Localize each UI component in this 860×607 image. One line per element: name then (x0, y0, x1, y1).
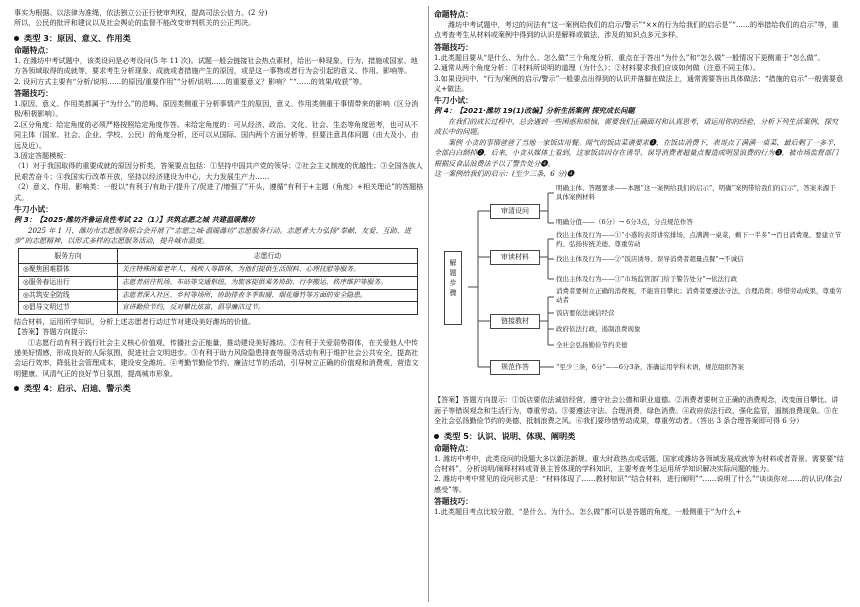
tips-paragraph: 1.此类题目要从“是什么、为什么、怎么做”三个角度分析，重点在于答出“为什么”和“怎么做”一般情况下更侧重于“怎么做”。 (434, 52, 825, 62)
right-column (434, 8, 844, 600)
solution-mindmap (434, 181, 844, 394)
table-header: 服务方向 (19, 249, 118, 264)
mindmap-leaf: 找出主体及行为——③“市场监管部门给于警告处分”→依法行政 (556, 275, 738, 284)
mindmap-branch: 规范作答 (490, 360, 540, 375)
features-heading: 命题特点： (14, 45, 53, 55)
example-title: 例 3：【2025·潍坊齐鲁运良性考试 22（1）】共筑志愿之城 共建温暖潍坊 (14, 215, 255, 225)
features-paragraph: 潍坊中考试题中，考过的问法有“这一案例给我们的启示/警示”“××的行为给我们的启示是”“……的举措给我们的启示”等，重点考查考生从材料或案例中得到的认识是解释或做法，涉及的知识点多元多样。 (434, 20, 839, 40)
features-heading: 命题特点： (434, 10, 473, 19)
mindmap-leaf: 饭店要依法诚信经营 (556, 309, 615, 318)
mindmap-leaf: 明确主体、答题要求——本题“这一案例给我们的启示”，明确“案例带给我们的启示”，答案来源于具体案例材料 (556, 184, 836, 201)
tips-paragraph: 1.原因、意义、作用类都属于“为什么”的范畴。原因类侧重于分析事情产生的原因，意义、作用类侧重于事情带来的影响（区分消极/积极影响）。 (14, 99, 419, 119)
mindmap-branch: 审读材料 (490, 250, 540, 265)
table-row (19, 264, 418, 277)
table-cell-action: 宣讲勤俭节约，反对攀比炫富，倡导廉洁过节。 (118, 302, 418, 315)
table-cell-action: 关注特殊困难老年人、残疾人等群体，为他们提供生活照料、心理抚慰等服务。 (118, 264, 418, 277)
table-cell-action: 志愿者深入社区、乡村等场所，协助排查冬季取暖、烟花爆竹等方面的安全隐患。 (118, 289, 418, 302)
table-header: 志愿行动 (118, 249, 418, 264)
type4-heading: 类型 4：启示、启迪、警示类 (14, 382, 424, 394)
features-paragraph: 1. 潍坊中考中，此类设问的设题大多以新法新规、重大时政热点或话题、国家或潍坊各领域发展成就等为材料或者背景。需要要“结合材料”，分析说明/阐释材料或背景主旨体现的学科知识，主要考查考生运用所学知识解决实际问题的能力。 (434, 453, 844, 473)
table-row (19, 289, 418, 302)
mindmap-leaf: 政府依法行政，遏制浪费现象 (556, 325, 641, 334)
summary-heading: 牛刀小试： (434, 96, 473, 106)
table-cell-item: ◎服务春运出行 (19, 277, 118, 290)
intro-line: 所以，公民的批评和建议以及社会舆论的监督不能改变审判机关的公正判决。 (14, 18, 256, 28)
table-cell-action: 志愿者前往机场、车站等交通枢纽，为旅客提供乘务协助、行李搬运、秩序维护等服务。 (118, 277, 418, 290)
mindmap-leaf: 找出主体及行为——①“小惑的表哥讲究排场，点满满一桌菜，剩下一半多”→百日消费观、要建立节约、弘扬传统美德、尊重劳动 (556, 231, 842, 248)
tips-paragraph: 3.固定答题模板： (14, 151, 71, 161)
table-row (19, 302, 418, 315)
case-question: 这一案例给我们的启示：(至少三条，6 分)❹ (434, 168, 574, 178)
bullet-icon (14, 386, 19, 391)
features-heading: 命题特点： (434, 443, 473, 453)
table-cell-item: ◎共筑安全防线 (19, 289, 118, 302)
example-title: 例 4：【2021·潍坊 19(1)改编】分析生活案例 探究成长问题 (434, 106, 635, 116)
mindmap-leaf: 找出主体及行为——②“饭店诱导、误导消费者超量点餐”→不诚信 (556, 255, 744, 264)
mindmap-leaf: 明确分值——（6分）→ 6分3点，分点规范作答 (556, 218, 693, 227)
table-row (19, 277, 418, 290)
tips-paragraph: 2.通常从两个角度分析：①材料所说明的道理（为什么）；②材料要求我们应该如何做（注意不同主体）。 (434, 63, 760, 73)
mindmap-leaf: 全社会弘扬勤俭节约美德 (556, 341, 628, 350)
bullet-icon (14, 36, 19, 41)
example-intro: 在我们的成长过程中，总会遇到一些困惑和烦恼，需要我们正确面对和认真思考，请运用你的经验，分析下列生活案例，探究成长中的问题。 (434, 116, 839, 137)
tips-heading: 答题技巧： (434, 497, 473, 507)
tips-paragraph: （1）对于我国取得的重要成就的原因分析类，答案要点包括：①坚持中国共产党的领导；②社会主义制度的优越性；③全国各族人民艰苦奋斗；④我国实行改革开放，坚持以经济建设为中心，大力发展生产力…… (14, 161, 423, 181)
mindmap-branch: 审清设问 (490, 204, 540, 219)
question-text: 结合材料，运用所学知识，分析上述志愿者行动过节对建设美好潍坊的价值。 (14, 316, 256, 326)
type3-heading: 类型 3：原因、意义、作用类 (14, 32, 424, 44)
features-paragraph: 1. 在潍坊中考试题中，该类设问是必考设问(5 年 11 次)。试题一般会链接社会热点素材，给出一种现象、行为、措施或国家、地方各领域取得的成就等，要求考生分析现象、成就或者措施产生的原因，或是这一事物或者行为会引起的意义、作用、影响等。 (14, 55, 418, 76)
example-text: 2025 年 1 月，潍坊市志愿服务联合会开展了“志愿之城·温暖潍坊”志愿服务行动。志愿者大力弘扬“奉献、友爱、互助、进步”的志愿精神，以形式多样的志愿服务活动，提升城市温度。 (14, 225, 411, 245)
mindmap-branch: 链接教材 (490, 314, 540, 329)
answer-heading: 【答案】答题方向提示： (14, 327, 93, 337)
type5-heading: 类型 5：认识、说明、体现、阐明类 (434, 430, 844, 442)
mindmap-leaf: “至少三条，6分”——6分3条，准确运用学科术语，规范组织答案 (556, 363, 745, 372)
table-cell-item: ◎聚焦困难群体 (19, 264, 118, 277)
column-divider (428, 6, 429, 602)
tips-paragraph: 1.此类题目考点比较分散，“是什么、为什么、怎么做”都可以是答题的角度，一般侧重于“为什么+ (434, 507, 742, 517)
tips-heading: 答题技巧： (434, 42, 473, 52)
mindmap-leaf: 消费者要树立正确的消费观，不能盲目攀比；消费者要遵法守法，合理消费；珍惜劳动成果，尊重劳动者 (556, 287, 842, 304)
features-paragraph: 2. 设问方式主要有“分析/说明……的原因/重要作用”“分析/说明……的重要意义？影响？”“……的效果/收获”等。 (14, 76, 367, 86)
features-paragraph: 2. 潍坊中考中常见的设问形式是：“材料体现了……教材知识”“结合材料，进行阐明”“……说明了什么”“谈谈你对……的认识/体会/感受”等。 (434, 474, 843, 494)
summary-heading: 牛刀小试： (14, 205, 53, 215)
volunteer-table (18, 248, 418, 314)
answer-heading: 【答案】 (434, 395, 463, 405)
intro-line: 事实为根据、以法律为准绳，依法独立公正行使审判权，提高司法公信力。(2 分) (14, 8, 268, 17)
tips-paragraph: 2.区分角度：给定角度的必须严格按照给定角度作答。未给定角度的：可从经济、政治、文化、社会、生态等角度思考，也可从不同主体（国家、社会、企业、学校、公民）的角度分析，还可以从国际、国内两个方面分析等，但要注意具体问题（由大及小，由远及近）。 (14, 119, 419, 150)
answer-text: 【答案】答题方向提示：①饭店要依法诚信经营，遵守社会公德和职业道德。②消费者要树立正确的消费观念，改变面目攀比、讲面子等错误观念和生活行为，尊重劳动。③要遵法守法、合理消费，绿色消费。④政府依法行政，强化监管，遏制浪费现象。⑤在全社会弘扬勤俭节约的美德，抵制浪费之风。⑥我们要珍惜劳动成果，尊重劳动者。（答出 3 条合理答案即可得 6 分） (434, 395, 839, 426)
left-column (14, 8, 424, 600)
mindmap-root: 解题步骤 (444, 251, 462, 325)
table-cell-item: ◎倡导文明过节 (19, 302, 118, 315)
case-text: 案例 小贪的事情爸爸了当地一家饭店用餐。闻气的饭店菜谱要求❶，在饭店消费下，表哥点了满满一桌菜，最后剩了一多半，全部白白倒掉❷，后来，小贪从媒体上看到，这家饭店因存在诱导、误导消费者超量点餐造成明显浪费的行为❸，被市场监督部门根据反食品浪费法予以了警告处分❹。 (434, 137, 841, 168)
bullet-icon (434, 434, 439, 439)
tips-paragraph: （2）意义、作用、影响类：一般以“有利于/有助于/提升了/促进了/增强了”开头，遵循“有利于+主题（角度）+相关理论”的答题格式。 (14, 182, 424, 202)
tips-heading: 答题技巧： (14, 89, 53, 99)
tips-paragraph: 3.如果设问中，“行为/案例的启示/警示”一般要点出得到的认识并落脚在做法上，通常需要答出具体做法；“措施的启示”一般需要意义+做法。 (434, 73, 844, 94)
answer-text: ①志愿行动有利于践行社会主义核心价值观，传播社会正能量，推动建设美好潍坊。②有利于关爱弱势群体，在关爱他人中传递美好情感，形成良好的人际氛围，促进社会文明进步。③有利于助力风险隐患排查等服务活动有利于维护社会公共安全，提高社会运行效率，降低社会管理成本，建设安全潍坊。④考勤节勤俭节约、廉洁过节的活动，引导树立正确的价值观和消费观，营造文明健康、风清气正的良好节日氛围，提高城市形象。 (14, 337, 419, 378)
